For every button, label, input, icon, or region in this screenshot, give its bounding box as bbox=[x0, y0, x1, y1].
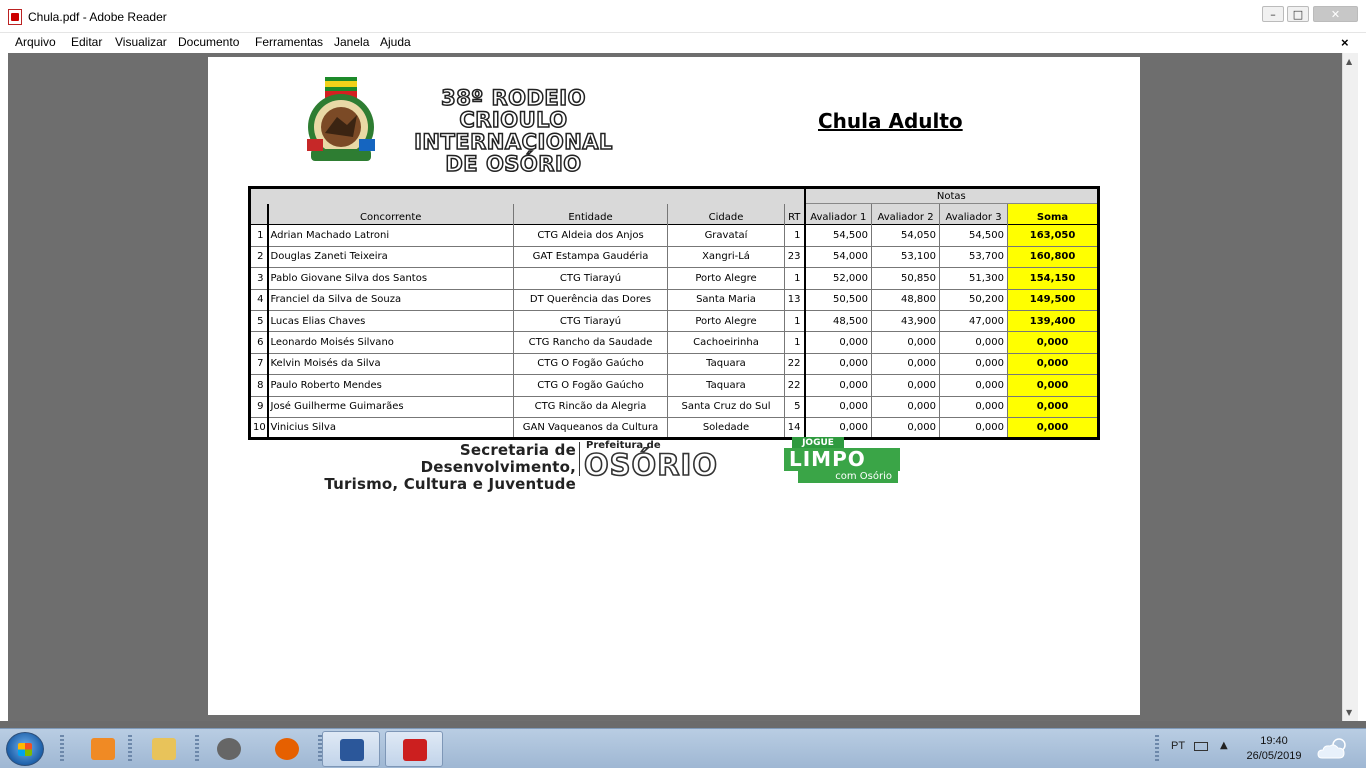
cell-avaliador2: 0,000 bbox=[872, 375, 940, 396]
cell-cidade: Taquara bbox=[668, 375, 785, 396]
cell-avaliador3: 0,000 bbox=[940, 353, 1008, 374]
cell-index: 7 bbox=[250, 353, 268, 374]
cell-avaliador2: 0,000 bbox=[872, 417, 940, 438]
adobe-reader-icon bbox=[403, 739, 427, 761]
event-logo-text bbox=[386, 87, 641, 175]
cell-avaliador3: 0,000 bbox=[940, 417, 1008, 438]
cell-avaliador3: 53,700 bbox=[940, 246, 1008, 267]
secretaria-line-1: Secretaria de Desenvolvimento, bbox=[420, 441, 576, 476]
table-row bbox=[250, 417, 1099, 438]
jogue-limpo-logo bbox=[784, 437, 900, 483]
jogue-label: JOGUE bbox=[792, 437, 844, 449]
cell-index: 5 bbox=[250, 310, 268, 331]
cell-entidade: GAT Estampa Gaudéria bbox=[514, 246, 668, 267]
word-icon bbox=[340, 739, 364, 761]
cell-cidade: Xangri-Lá bbox=[668, 246, 785, 267]
secretaria-logo-text bbox=[306, 442, 576, 493]
cell-soma: 139,400 bbox=[1008, 310, 1099, 331]
cell-cidade: Soledade bbox=[668, 417, 785, 438]
cell-avaliador1: 0,000 bbox=[805, 353, 872, 374]
cell-index: 4 bbox=[250, 289, 268, 310]
title-bar bbox=[0, 0, 1366, 33]
cell-avaliador2: 0,000 bbox=[872, 353, 940, 374]
vertical-scrollbar[interactable] bbox=[1342, 53, 1358, 721]
rodeio-emblem-icon bbox=[303, 77, 381, 165]
keyboard-icon[interactable] bbox=[1194, 742, 1208, 751]
window-title: Chula.pdf - Adobe Reader bbox=[28, 10, 167, 24]
cell-entidade: CTG O Fogão Gaúcho bbox=[514, 375, 668, 396]
results-table-body bbox=[250, 225, 1099, 439]
logo-line-3: DE OSÓRIO bbox=[445, 152, 582, 176]
logo-line-2: INTERNACIONAL bbox=[414, 130, 613, 154]
taskbar-item-app[interactable] bbox=[200, 731, 258, 767]
cell-index: 8 bbox=[250, 375, 268, 396]
cell-soma: 0,000 bbox=[1008, 417, 1099, 438]
cell-avaliador3: 47,000 bbox=[940, 310, 1008, 331]
table-row bbox=[250, 289, 1099, 310]
cell-avaliador3: 54,500 bbox=[940, 225, 1008, 246]
scroll-up-icon[interactable]: ▲ bbox=[1346, 57, 1353, 66]
table-row bbox=[250, 332, 1099, 353]
taskbar-grip bbox=[128, 735, 132, 763]
table-row bbox=[250, 310, 1099, 331]
table-row bbox=[250, 396, 1099, 417]
viewer-right-edge bbox=[1358, 53, 1366, 721]
cell-avaliador2: 54,050 bbox=[872, 225, 940, 246]
cell-avaliador1: 0,000 bbox=[805, 417, 872, 438]
cell-entidade: DT Querência das Dores bbox=[514, 289, 668, 310]
cell-rt: 1 bbox=[785, 268, 805, 289]
cell-soma: 154,150 bbox=[1008, 268, 1099, 289]
pdf-app-icon bbox=[8, 9, 22, 25]
table-row bbox=[250, 353, 1099, 374]
cell-concorrente: Adrian Machado Latroni bbox=[268, 225, 514, 246]
cell-index: 10 bbox=[250, 417, 268, 438]
cell-avaliador2: 0,000 bbox=[872, 396, 940, 417]
cell-soma: 0,000 bbox=[1008, 353, 1099, 374]
clock-date: 26/05/2019 bbox=[1246, 750, 1302, 762]
cell-rt: 13 bbox=[785, 289, 805, 310]
taskbar-grip bbox=[1155, 735, 1159, 763]
system-clock[interactable] bbox=[1240, 734, 1308, 764]
menu-bar bbox=[0, 33, 1366, 53]
cell-entidade: GAN Vaqueanos da Cultura bbox=[514, 417, 668, 438]
limpo-label: LIMPO bbox=[784, 448, 900, 471]
taskbar-item-explorer[interactable] bbox=[135, 731, 193, 767]
start-button[interactable] bbox=[6, 732, 44, 766]
cell-avaliador3: 0,000 bbox=[940, 332, 1008, 353]
cell-entidade: CTG Tiarayú bbox=[514, 268, 668, 289]
col-concorrente-header: Concorrente bbox=[268, 204, 514, 225]
cell-avaliador3: 0,000 bbox=[940, 396, 1008, 417]
notas-group-header: Notas bbox=[805, 188, 1099, 204]
logo-line-1: 38º RODEIO CRIOULO bbox=[441, 86, 586, 132]
cell-rt: 5 bbox=[785, 396, 805, 417]
taskbar-grip bbox=[60, 735, 64, 763]
cell-avaliador3: 50,200 bbox=[940, 289, 1008, 310]
table-row bbox=[250, 246, 1099, 267]
cell-concorrente: José Guilherme Guimarães bbox=[268, 396, 514, 417]
col-cidade-header: Cidade bbox=[668, 204, 785, 225]
cell-cidade: Cachoeirinha bbox=[668, 332, 785, 353]
cell-concorrente: Vinicius Silva bbox=[268, 417, 514, 438]
cell-soma: 160,800 bbox=[1008, 246, 1099, 267]
menu-editar[interactable]: Editar bbox=[71, 35, 103, 49]
cell-concorrente: Douglas Zaneti Teixeira bbox=[268, 246, 514, 267]
cell-avaliador1: 54,000 bbox=[805, 246, 872, 267]
cell-rt: 22 bbox=[785, 375, 805, 396]
cell-rt: 22 bbox=[785, 353, 805, 374]
col-rt-header: RT bbox=[785, 204, 805, 225]
header-spacer bbox=[250, 188, 805, 204]
cell-soma: 0,000 bbox=[1008, 396, 1099, 417]
cell-soma: 0,000 bbox=[1008, 375, 1099, 396]
cell-entidade: CTG Tiarayú bbox=[514, 310, 668, 331]
cell-index: 2 bbox=[250, 246, 268, 267]
results-table bbox=[248, 186, 1100, 440]
cell-avaliador1: 50,500 bbox=[805, 289, 872, 310]
taskbar-item-word[interactable] bbox=[322, 731, 380, 767]
col-index-header bbox=[250, 204, 268, 225]
cell-concorrente: Franciel da Silva de Souza bbox=[268, 289, 514, 310]
cell-entidade: CTG Rancho da Saudade bbox=[514, 332, 668, 353]
cell-cidade: Porto Alegre bbox=[668, 268, 785, 289]
col-avaliador2-header: Avaliador 2 bbox=[872, 204, 940, 225]
cell-index: 3 bbox=[250, 268, 268, 289]
col-avaliador1-header: Avaliador 1 bbox=[805, 204, 872, 225]
taskbar-item-firefox[interactable] bbox=[258, 731, 316, 767]
logo-divider bbox=[579, 442, 580, 476]
taskbar-grip bbox=[195, 735, 199, 763]
scroll-down-icon[interactable]: ▼ bbox=[1346, 708, 1353, 717]
cell-concorrente: Lucas Elias Chaves bbox=[268, 310, 514, 331]
cell-index: 1 bbox=[250, 225, 268, 246]
prefeitura-label: Prefeitura de bbox=[586, 440, 661, 451]
table-row bbox=[250, 225, 1099, 246]
menu-arquivo[interactable]: Arquivo bbox=[15, 35, 56, 49]
cell-avaliador2: 48,800 bbox=[872, 289, 940, 310]
cell-rt: 1 bbox=[785, 332, 805, 353]
secretaria-line-2: Turismo, Cultura e Juventude bbox=[324, 475, 576, 493]
cell-rt: 1 bbox=[785, 225, 805, 246]
cell-rt: 1 bbox=[785, 310, 805, 331]
cell-concorrente: Paulo Roberto Mendes bbox=[268, 375, 514, 396]
cell-entidade: CTG Rincão da Alegria bbox=[514, 396, 668, 417]
show-hidden-icons-icon[interactable]: ▲ bbox=[1220, 740, 1228, 751]
col-avaliador3-header: Avaliador 3 bbox=[940, 204, 1008, 225]
cell-index: 9 bbox=[250, 396, 268, 417]
cell-concorrente: Kelvin Moisés da Silva bbox=[268, 353, 514, 374]
menu-janela[interactable]: Janela bbox=[334, 35, 370, 49]
app-circle-icon bbox=[217, 738, 241, 760]
cell-avaliador2: 50,850 bbox=[872, 268, 940, 289]
menu-visualizar[interactable]: Visualizar bbox=[115, 35, 167, 49]
cell-concorrente: Pablo Giovane Silva dos Santos bbox=[268, 268, 514, 289]
cell-cidade: Gravataí bbox=[668, 225, 785, 246]
cell-avaliador1: 52,000 bbox=[805, 268, 872, 289]
taskbar-item-media[interactable] bbox=[74, 731, 132, 767]
cell-avaliador1: 48,500 bbox=[805, 310, 872, 331]
cell-avaliador3: 51,300 bbox=[940, 268, 1008, 289]
cell-avaliador2: 53,100 bbox=[872, 246, 940, 267]
cell-avaliador1: 0,000 bbox=[805, 375, 872, 396]
menu-ajuda[interactable]: Ajuda bbox=[380, 35, 411, 49]
pdf-page bbox=[208, 57, 1140, 715]
cell-avaliador1: 0,000 bbox=[805, 396, 872, 417]
osorio-logo-text: OSÓRIO bbox=[584, 448, 718, 482]
minimize-button[interactable]: – bbox=[1262, 6, 1284, 22]
cell-index: 6 bbox=[250, 332, 268, 353]
cell-avaliador1: 0,000 bbox=[805, 332, 872, 353]
taskbar bbox=[0, 728, 1366, 768]
cell-soma: 0,000 bbox=[1008, 332, 1099, 353]
com-osorio-label: com Osório bbox=[798, 471, 898, 483]
document-close-button[interactable]: × bbox=[1341, 35, 1349, 50]
media-player-icon bbox=[91, 738, 115, 760]
cell-cidade: Taquara bbox=[668, 353, 785, 374]
firefox-icon bbox=[275, 738, 299, 760]
file-explorer-icon bbox=[152, 738, 176, 760]
cell-avaliador1: 54,500 bbox=[805, 225, 872, 246]
table-row bbox=[250, 268, 1099, 289]
weather-icon[interactable] bbox=[1316, 737, 1352, 761]
cell-soma: 149,500 bbox=[1008, 289, 1099, 310]
clock-time: 19:40 bbox=[1260, 735, 1288, 747]
cell-avaliador2: 0,000 bbox=[872, 332, 940, 353]
language-indicator[interactable]: PT bbox=[1171, 740, 1186, 752]
menu-documento[interactable]: Documento bbox=[178, 35, 240, 49]
viewer-left-edge bbox=[0, 53, 8, 721]
cell-cidade: Santa Maria bbox=[668, 289, 785, 310]
col-entidade-header: Entidade bbox=[514, 204, 668, 225]
cell-entidade: CTG Aldeia dos Anjos bbox=[514, 225, 668, 246]
col-soma-header: Soma bbox=[1008, 204, 1099, 225]
cell-cidade: Santa Cruz do Sul bbox=[668, 396, 785, 417]
cell-avaliador2: 43,900 bbox=[872, 310, 940, 331]
cell-entidade: CTG O Fogão Gaúcho bbox=[514, 353, 668, 374]
cell-cidade: Porto Alegre bbox=[668, 310, 785, 331]
cell-rt: 23 bbox=[785, 246, 805, 267]
cell-concorrente: Leonardo Moisés Silvano bbox=[268, 332, 514, 353]
table-row bbox=[250, 375, 1099, 396]
menu-ferramentas[interactable]: Ferramentas bbox=[255, 35, 324, 49]
maximize-button[interactable]: □ bbox=[1287, 6, 1309, 22]
document-title: Chula Adulto bbox=[818, 109, 963, 133]
cell-soma: 163,050 bbox=[1008, 225, 1099, 246]
cell-rt: 14 bbox=[785, 417, 805, 438]
taskbar-item-adobe-reader[interactable] bbox=[385, 731, 443, 767]
cell-avaliador3: 0,000 bbox=[940, 375, 1008, 396]
close-button[interactable]: ✕ bbox=[1313, 6, 1358, 22]
